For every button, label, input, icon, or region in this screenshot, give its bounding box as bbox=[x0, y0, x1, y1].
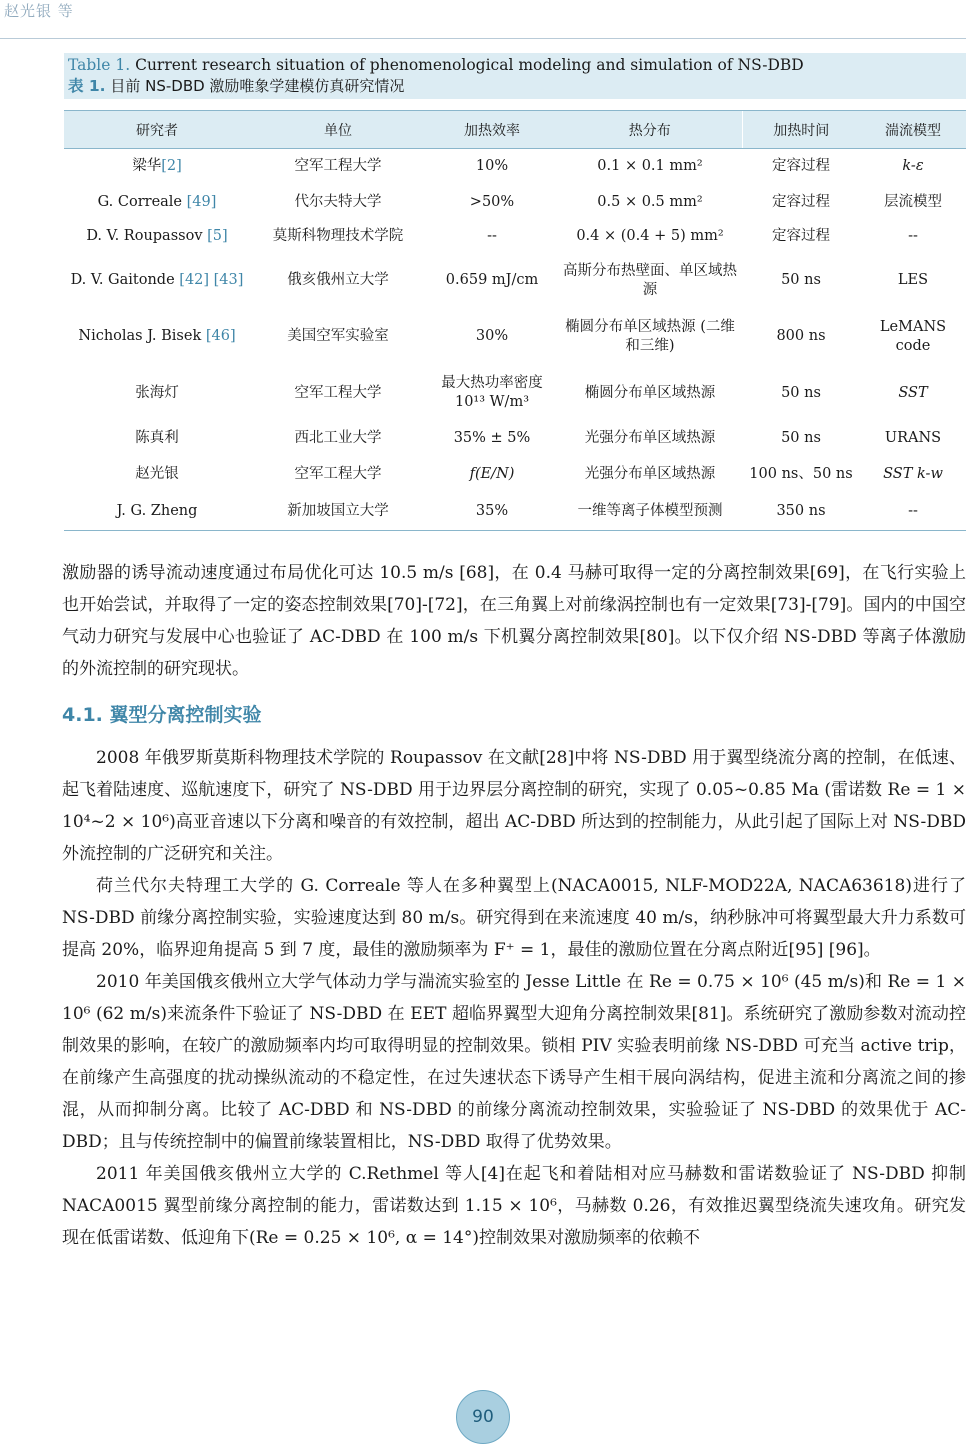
table-row bbox=[64, 366, 966, 421]
table-caption-zh bbox=[68, 76, 966, 97]
col-header-heating-time: 加热时间 bbox=[742, 111, 860, 149]
cell-organization bbox=[250, 149, 426, 185]
cell-heat-distribution bbox=[558, 493, 742, 531]
table-row bbox=[64, 493, 966, 531]
cell-turbulence-model bbox=[860, 308, 966, 366]
heat-distribution-text: 光强分布单区域热源 bbox=[584, 466, 716, 482]
heating-efficiency-text: -- bbox=[487, 228, 497, 244]
research-table bbox=[64, 110, 966, 531]
table-row bbox=[64, 421, 966, 457]
table-row bbox=[64, 308, 966, 366]
cell-organization bbox=[250, 366, 426, 421]
organization-text: 空军工程大学 bbox=[294, 158, 382, 175]
cell-heating-time bbox=[742, 308, 860, 366]
researcher-text: J. G. Zheng bbox=[116, 502, 198, 519]
cell-heating-efficiency bbox=[426, 220, 558, 254]
table-label-zh: 表 1. bbox=[68, 77, 106, 95]
turbulence-model-text: 层流模型 bbox=[884, 193, 942, 210]
heat-distribution-text: 0.1 × 0.1 mm² bbox=[597, 158, 703, 175]
paragraph-2: 2008 年俄罗斯莫斯科物理技术学院的 Roupassov 在文献[28]中将 NS-DBD 用于翼型绕流分离的控制，在低速、起飞着陆速度、巡航速度下，研究了 NS-DBD 用于边界层分离控制的研究，实现了 0.05~0.85 Ma (雷诺数 Re = 1 × 10⁴~2 × 10⁶)高亚音速以下分离和噪音的有效控制，超出 AC-DBD 所达到的控制能力，从此引起了国际上对 NS-DBD 外流控制的广泛研究和关注。 bbox=[62, 748, 966, 864]
heat-distribution-text: 0.4 × (0.4 + 5) mm² bbox=[576, 228, 724, 244]
table-row bbox=[64, 254, 966, 308]
organization-text: 俄亥俄州立大学 bbox=[287, 272, 389, 288]
organization-text: 新加坡国立大学 bbox=[287, 502, 389, 519]
cell-researcher bbox=[64, 493, 250, 531]
heating-efficiency-text: 10% bbox=[475, 158, 509, 175]
cell-organization bbox=[250, 254, 426, 308]
citation-link[interactable]: [49] bbox=[186, 193, 217, 210]
cell-organization bbox=[250, 421, 426, 457]
cell-organization bbox=[250, 308, 426, 366]
table-row bbox=[64, 185, 966, 220]
cell-heating-time bbox=[742, 185, 860, 220]
cell-heating-efficiency bbox=[426, 421, 558, 457]
turbulence-model-text: LES bbox=[897, 272, 929, 288]
cell-researcher bbox=[64, 254, 250, 308]
heating-efficiency-text: 35% bbox=[475, 502, 509, 519]
cell-heating-time bbox=[742, 366, 860, 421]
col-header-heating-efficiency: 加热效率 bbox=[426, 111, 558, 149]
researcher-text: 陈真利 bbox=[135, 430, 179, 446]
cell-heat-distribution bbox=[558, 254, 742, 308]
turbulence-model-text: SST bbox=[898, 384, 928, 401]
heating-efficiency-text: >50% bbox=[469, 193, 515, 210]
table-header-row bbox=[64, 111, 966, 149]
cell-heating-time bbox=[742, 457, 860, 493]
heating-time-text: 350 ns bbox=[776, 502, 826, 519]
heating-time-text: 800 ns bbox=[776, 328, 826, 344]
cell-turbulence-model bbox=[860, 220, 966, 254]
cell-researcher bbox=[64, 366, 250, 421]
col-header-heat-distribution: 热分布 bbox=[558, 111, 742, 149]
cell-organization bbox=[250, 457, 426, 493]
paragraph-5: 2011 年美国俄亥俄州立大学的 C.Rethmel 等人[4]在起飞和着陆相对应马赫数和雷诺数验证了 NS-DBD 抑制 NACA0015 翼型前缘分离控制的能力，雷诺数达到 1.15 × 10⁶，马赫数 0.26，有效推迟翼型绕流失速攻角。研究发现在低雷诺数、低迎角下(Re = 0.25 × 10⁶, α = 14°)控制效果对激励频率的依赖不 bbox=[62, 1164, 966, 1248]
cell-researcher bbox=[64, 421, 250, 457]
heat-distribution-text: 一维等离子体模型预测 bbox=[577, 502, 723, 519]
organization-text: 莫斯科物理技术学院 bbox=[272, 228, 404, 244]
cell-turbulence-model bbox=[860, 185, 966, 220]
heating-efficiency-text: 35% ± 5% bbox=[453, 430, 531, 446]
table-row bbox=[64, 149, 966, 185]
col-header-organization: 单位 bbox=[250, 111, 426, 149]
heating-time-text: 100 ns、50 ns bbox=[749, 466, 853, 482]
cell-heating-efficiency bbox=[426, 493, 558, 531]
cell-organization bbox=[250, 493, 426, 531]
cell-turbulence-model bbox=[860, 366, 966, 421]
heat-distribution-text: 椭圆分布单区域热源 bbox=[584, 384, 716, 401]
cell-turbulence-model bbox=[860, 254, 966, 308]
section-heading: 4.1. 翼型分离控制实验 bbox=[62, 704, 262, 726]
citation-link[interactable]: [2] bbox=[161, 158, 182, 175]
cell-heat-distribution bbox=[558, 421, 742, 457]
researcher-text: Nicholas J. Bisek bbox=[78, 328, 206, 344]
researcher-text: D. V. Gaitonde bbox=[70, 272, 180, 288]
cell-heating-efficiency bbox=[426, 254, 558, 308]
section-body bbox=[62, 742, 966, 1254]
heating-time-text: 50 ns bbox=[781, 384, 821, 401]
turbulence-model-text: -- bbox=[908, 502, 918, 519]
table-caption bbox=[64, 53, 966, 99]
cell-organization bbox=[250, 185, 426, 220]
cell-turbulence-model bbox=[860, 421, 966, 457]
organization-text: 空军工程大学 bbox=[294, 384, 382, 401]
col-header-turbulence-model: 湍流模型 bbox=[860, 111, 966, 149]
organization-text: 代尔夫特大学 bbox=[294, 193, 382, 210]
cell-heating-efficiency bbox=[426, 149, 558, 185]
turbulence-model-text: URANS bbox=[884, 430, 942, 446]
paragraph-4: 2010 年美国俄亥俄州立大学气体动力学与湍流实验室的 Jesse Little 在 Re = 0.75 × 10⁶ (45 m/s)和 Re = 1 × 10⁶ (62 m/s)来流条件下验证了 NS-DBD 在 EET 超临界翼型大迎角分离控制效果[81]。系统研究了激励参数对流动控制效果的影响，在较广的激励频率内均可取得明显的控制效果。锁相 PIV 实验表明前缘 NS-DBD 可充当 active trip，在前缘产生高强度的扰动操纵流动的不稳定性，在过失速状态下诱导产生相干展向涡结构，促进主流和分离流之间的掺混，从而抑制分离。比较了 AC-DBD 和 NS-DBD 的前缘分离流动控制效果，实验验证了 NS-DBD 的效果优于 AC-DBD；且与传统控制中的偏置前缘装置相比，NS-DBD 取得了优势效果。 bbox=[62, 972, 966, 1152]
cell-turbulence-model bbox=[860, 493, 966, 531]
researcher-text: 赵光银 bbox=[135, 466, 179, 482]
heating-time-text: 50 ns bbox=[781, 272, 821, 288]
heat-distribution-text: 0.5 × 0.5 mm² bbox=[597, 193, 703, 210]
cell-researcher bbox=[64, 149, 250, 185]
researcher-text: 张海灯 bbox=[135, 384, 179, 401]
heating-efficiency-text: 最大热功率密度 10¹³ W/m³ bbox=[441, 375, 543, 410]
heating-time-text: 定容过程 bbox=[772, 228, 830, 244]
heating-efficiency-text: 0.659 mJ/cm bbox=[445, 272, 539, 288]
table-caption-en bbox=[68, 55, 966, 76]
paragraph-1: 激励器的诱导流动速度通过布局优化可达 10.5 m/s [68]，在 0.4 马赫可取得一定的分离控制效果[69]，在飞行实验上也开始尝试，并取得了一定的姿态控制效果[70]-[72]，在三角翼上对前缘涡控制也有一定效果[73]-[79]。国内的中国空气动力研究与发展中心也验证了 AC-DBD 在 100 m/s 下机翼分离控制效果[80]。以下仅介绍 NS-DBD 等离子体激励的外流控制的研究现状。 bbox=[62, 563, 966, 679]
turbulence-model-text: k-ε bbox=[902, 158, 924, 175]
cell-researcher bbox=[64, 185, 250, 220]
cell-researcher bbox=[64, 308, 250, 366]
cell-heating-efficiency bbox=[426, 185, 558, 220]
cell-heat-distribution bbox=[558, 220, 742, 254]
researcher-text: 梁华 bbox=[132, 158, 162, 175]
heating-time-text: 50 ns bbox=[781, 430, 821, 446]
turbulence-model-text: LeMANS code bbox=[879, 318, 947, 354]
cell-heating-efficiency bbox=[426, 366, 558, 421]
table-row bbox=[64, 457, 966, 493]
researcher-text: D. V. Roupassov bbox=[86, 228, 208, 244]
cell-heat-distribution bbox=[558, 457, 742, 493]
table-caption-en-text: Current research situation of phenomenological modeling and simulation of NS-DBD bbox=[130, 56, 804, 74]
citation-link[interactable]: [5] bbox=[207, 228, 228, 244]
table-row bbox=[64, 220, 966, 254]
cell-heating-efficiency bbox=[426, 457, 558, 493]
heat-distribution-text: 高斯分布热壁面、单区域热源 bbox=[563, 262, 737, 298]
cell-heat-distribution bbox=[558, 185, 742, 220]
cell-heating-time bbox=[742, 493, 860, 531]
citation-link[interactable]: [46] bbox=[205, 328, 236, 344]
cell-turbulence-model bbox=[860, 149, 966, 185]
organization-text: 空军工程大学 bbox=[294, 466, 382, 482]
turbulence-model-text: SST k-w bbox=[883, 466, 943, 482]
cell-turbulence-model bbox=[860, 457, 966, 493]
cell-heating-efficiency bbox=[426, 308, 558, 366]
paragraph-3: 荷兰代尔夫特理工大学的 G. Correale 等人在多种翼型上(NACA0015, NLF-MOD22A, NACA63618)进行了 NS-DBD 前缘分离控制实验，实验速度达到 80 m/s。研究得到在来流速度 40 m/s，纳秒脉冲可将翼型最大升力系数可提高 20%，临界迎角提高 5 到 7 度，最佳的激励频率为 F⁺ = 1，最佳的激励位置在分离点附近[95] [96]。 bbox=[62, 876, 966, 960]
cell-organization bbox=[250, 220, 426, 254]
organization-text: 西北工业大学 bbox=[294, 430, 382, 446]
table-label-en: Table 1. bbox=[68, 56, 131, 74]
header-divider bbox=[0, 38, 966, 39]
paragraph-intro bbox=[62, 557, 966, 685]
cell-heating-time bbox=[742, 421, 860, 457]
cell-heat-distribution bbox=[558, 149, 742, 185]
heating-efficiency-text: 30% bbox=[475, 328, 509, 344]
heating-time-text: 定容过程 bbox=[772, 193, 830, 210]
organization-text: 美国空军实验室 bbox=[287, 328, 389, 344]
heat-distribution-text: 椭圆分布单区域热源 (二维和三维) bbox=[565, 318, 735, 354]
heating-time-text: 定容过程 bbox=[772, 158, 830, 175]
turbulence-model-text: -- bbox=[908, 228, 918, 244]
table-caption-zh-text: 目前 NS-DBD 激励唯象学建模仿真研究情况 bbox=[105, 77, 405, 95]
running-header-author: 赵光银 等 bbox=[4, 2, 74, 20]
cell-heating-time bbox=[742, 149, 860, 185]
cell-researcher bbox=[64, 457, 250, 493]
cell-heating-time bbox=[742, 254, 860, 308]
col-header-researcher: 研究者 bbox=[64, 111, 250, 149]
heating-efficiency-text: f(E/N) bbox=[469, 466, 515, 482]
researcher-text: G. Correale bbox=[97, 193, 187, 210]
cell-heat-distribution bbox=[558, 308, 742, 366]
citation-link[interactable]: [42] [43] bbox=[179, 272, 244, 288]
page-number-badge bbox=[456, 1390, 510, 1444]
cell-heating-time bbox=[742, 220, 860, 254]
page-number: 90 bbox=[472, 1407, 494, 1427]
cell-researcher bbox=[64, 220, 250, 254]
cell-heat-distribution bbox=[558, 366, 742, 421]
heat-distribution-text: 光强分布单区域热源 bbox=[584, 430, 716, 446]
